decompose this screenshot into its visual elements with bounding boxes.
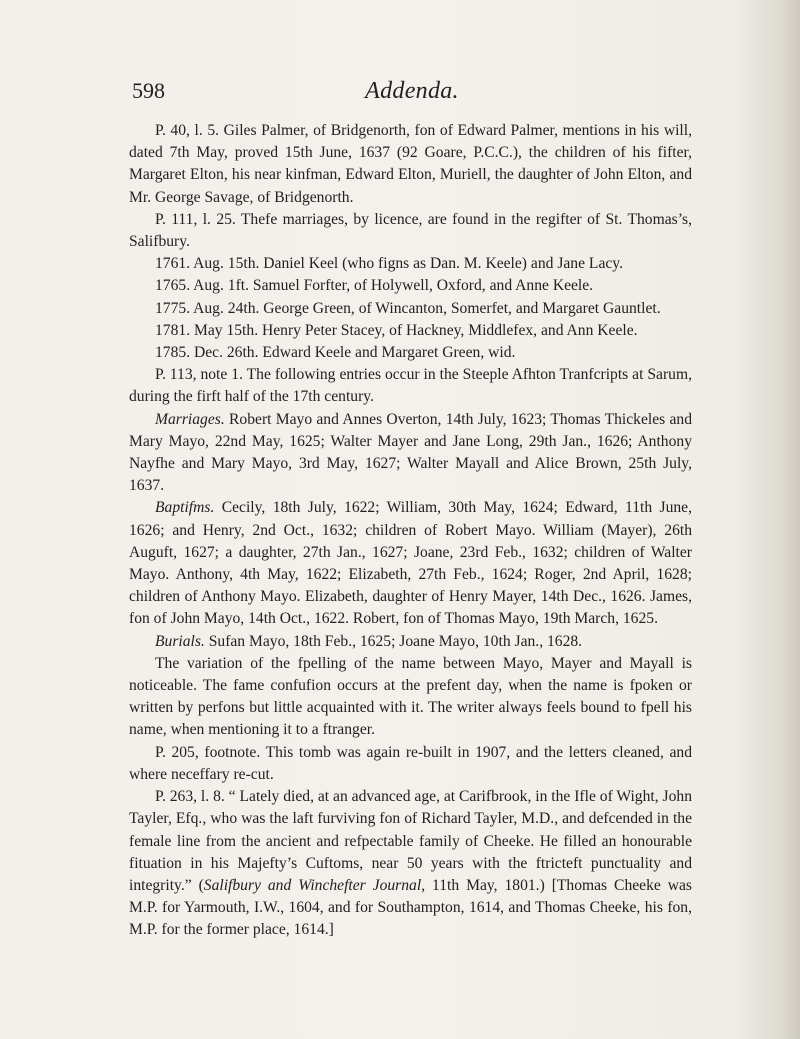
paragraph-marriages-licence <box>129 209 692 253</box>
paragraph-marriages <box>129 409 692 498</box>
section-lead: Baptifms. <box>155 499 215 517</box>
paragraph-spelling-variation <box>129 653 692 742</box>
paragraph-tayler <box>129 786 692 941</box>
paragraph-entry-1781 <box>129 320 692 342</box>
paragraph-text: The variation of the fpelling of the name between Mayo, Mayer and Mayall is noticeable. The fame confufion occurs at the prefent day, when the name is fpoken or written by perfons but little acquainted with it. The writer always feels bound to fpell his name, when mentioning it to a ftranger. <box>129 654 692 739</box>
paragraph-text: 1765. Aug. 1ft. Samuel Forfter, of Holywell, Oxford, and Anne Keele. <box>155 277 594 295</box>
paragraph-entry-1761 <box>129 253 692 275</box>
paragraph-baptisms <box>129 497 692 630</box>
section-lead: Burials. <box>155 632 205 650</box>
page-number: 598 <box>132 78 165 103</box>
page-edge-shadow <box>740 0 800 1039</box>
paragraph-text: 1775. Aug. 24th. George Green, of Wincanton, Somerfet, and Margaret Gauntlet. <box>155 299 661 317</box>
paragraph-text: P. 111, l. 25. Thefe marriages, by licence, are found in the regifter of St. Thomas’s, Salifbury. <box>129 210 692 251</box>
paragraph-entry-1775 <box>129 298 692 320</box>
running-head: Addenda. <box>365 78 459 104</box>
paragraph-steeple-ashton <box>129 364 692 408</box>
section-lead: Marriages. <box>155 410 225 428</box>
paragraph-text: 1781. May 15th. Henry Peter Stacey, of Hackney, Middlefex, and Ann Keele. <box>155 321 638 339</box>
paragraph-text: P. 263, l. 8. “ Lately died, at an advanced age, at Carifbrook, in the Ifle of Wight, John Tayler, Efq., who was the laft furviving fon of Richard Tayler, M.D., and defcended in the female line from the ancient and refpectable family of Cheeke. He filled an honourable fituation in his Majefty’s Cuftoms, near 50 years with the ftricteft punctuality and integrity.” ( <box>129 788 692 894</box>
paragraph-entry-1785 <box>129 342 692 364</box>
paragraph-text: Cecily, 18th July, 1622; William, 30th May, 1624; Edward, 11th June, 1626; and Henry, 2nd Oct., 1632; children of Robert Mayo. William (Mayer), 26th Auguft, 1627; a daughter, 27th Jan., 1627; Joane, 23rd Feb., 1632; children of Walter Mayo. Anthony, 4th May, 1622; Elizabeth, 27th Feb., 1624; Roger, 2nd April, 1628; children of Anthony Mayo. Elizabeth, daughter of Henry Mayer, 14th Dec., 1626. James, fon of John Mayo, 14th Oct., 1622. Robert, fon of Thomas Mayo, 19th March, 1625. <box>129 499 692 628</box>
paragraph-text: Sufan Mayo, 18th Feb., 1625; Joane Mayo, 10th Jan., 1628. <box>204 632 583 650</box>
page-header <box>132 78 692 108</box>
paragraph-text: 1785. Dec. 26th. Edward Keele and Margaret Green, wid. <box>155 344 516 362</box>
paragraph-text: Robert Mayo and Annes Overton, 14th July, 1623; Thomas Thickeles and Mary Mayo, 22nd May, 1625; Walter Mayer and Jane Long, 29th Jan., 1626; Anthony Nayfhe and Mary Mayo, 3rd May, 1627; Walter Mayall and Alice Brown, 25th July, 1637. <box>129 410 692 495</box>
paragraph-text: P. 113, note 1. The following entries occur in the Steeple Afhton Tranfcripts at Sarum, during the firft half of the 17th century. <box>129 366 692 406</box>
paragraph-text: P. 40, l. 5. Giles Palmer, of Bridgenorth, fon of Edward Palmer, mentions in his will, dated 7th May, proved 15th June, 1637 (92 Goare, P.C.C.), the children of his fifter, Margaret Elton, his near kinfman, Edward Elton, Muriell, the daughter of John Elton, and Mr. George Savage, of Bridgenorth. <box>129 122 692 206</box>
source-citation: Salifbury and Winchefter Journal <box>203 876 422 894</box>
paragraph-entry-1765 <box>129 275 692 297</box>
paragraph-burials <box>129 631 692 653</box>
paragraph-text: P. 205, footnote. This tomb was again re-built in 1907, and the letters cleaned, and where neceffary re-cut. <box>129 743 692 783</box>
paragraph-text: 1761. Aug. 15th. Daniel Keel (who figns as Dan. M. Keele) and Jane Lacy. <box>155 255 623 273</box>
paragraph-tomb-rebuilt <box>129 742 692 786</box>
addenda-text <box>129 120 692 942</box>
paragraph-text: , 11th May, 1801.) [Thomas Cheeke was M.P. for Yarmouth, I.W., 1604, and for Southampton, 1614, and Thomas Cheeke, his fon, M.P. for the former place, 1614.] <box>129 876 692 939</box>
paragraph-palmer <box>129 120 692 209</box>
